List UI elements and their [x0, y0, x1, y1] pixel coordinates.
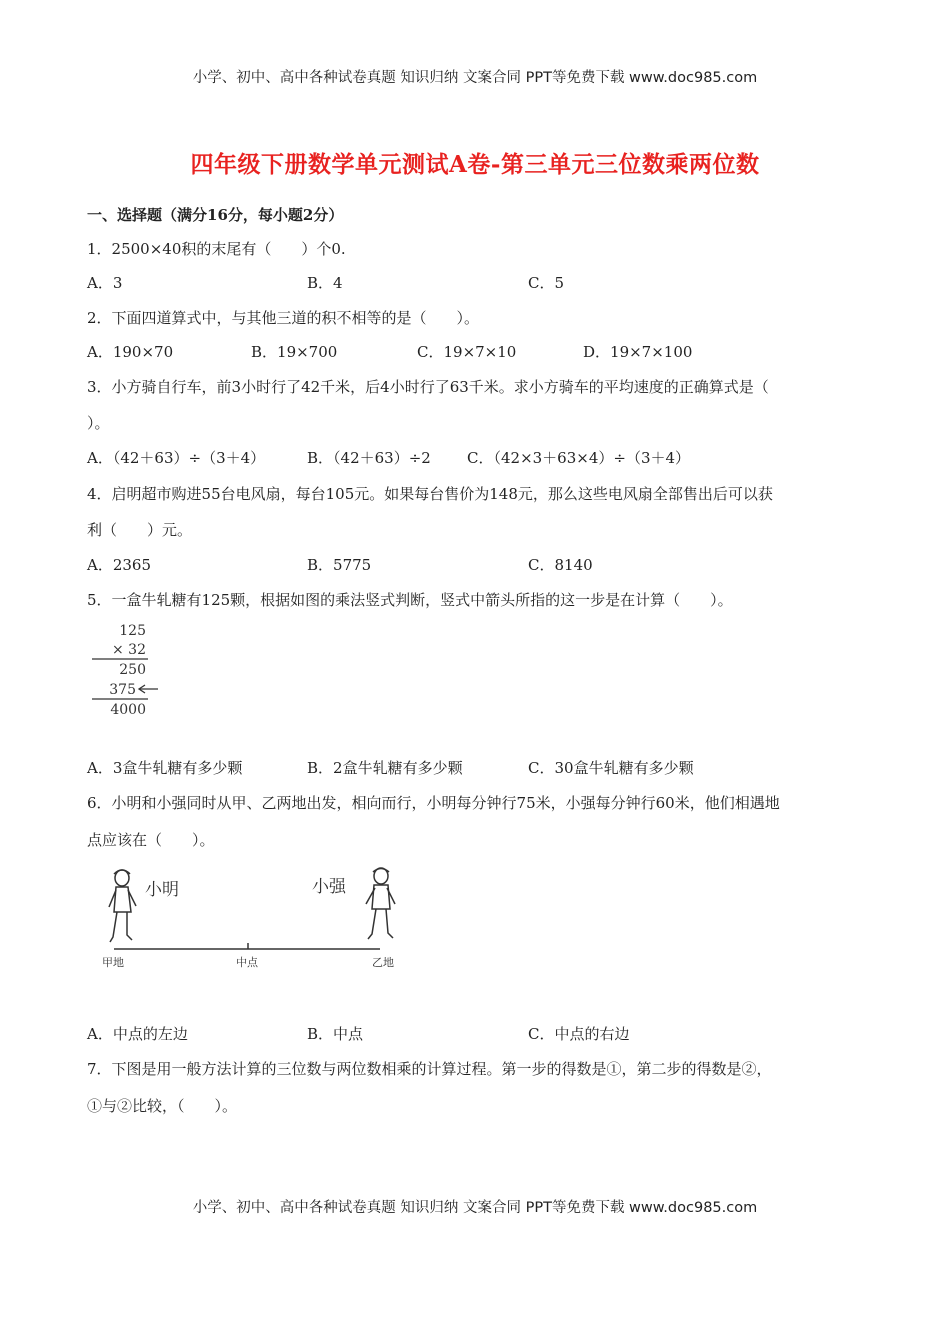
q6-option-c: C．中点的右边 — [528, 1025, 630, 1043]
page-title: 四年级下册数学单元测试A卷-第三单元三位数乘两位数 — [190, 151, 760, 178]
question-4-text-line2: 利（ ）元。 — [87, 521, 193, 539]
label-xiaoqiang: 小强 — [312, 877, 346, 897]
person-left-icon — [109, 870, 136, 942]
mult-row-multiplier: × 32 — [112, 642, 146, 658]
page-footer: 小学、初中、高中各种试卷真题 知识归纳 文案合同 PPT等免费下载 www.doc985.com — [192, 1200, 758, 1216]
q4-option-b: B．5775 — [307, 556, 372, 574]
q1-option-b: B．4 — [307, 274, 343, 292]
q5-option-b: B．2盒牛轧糖有多少颗 — [307, 759, 463, 777]
q2-option-a: A．190×70 — [87, 343, 174, 361]
page-header: 小学、初中、高中各种试卷真题 知识归纳 文案合同 PPT等免费下载 www.doc985.com — [192, 70, 758, 86]
mult-row-partial-1: 250 — [119, 662, 146, 678]
person-right-icon — [366, 868, 395, 939]
question-6-text-line1: 6．小明和小强同时从甲、乙两地出发，相向而行，小明每分钟行75米，小强每分钟行60米，他们相遇地 — [87, 794, 780, 812]
q3-option-a: A．（42＋63）÷（3＋4） — [87, 449, 266, 467]
q3-option-c: C．（42×3＋63×4）÷（3＋4） — [467, 449, 691, 467]
question-3-text-line1: 3．小方骑自行车，前3小时行了42千米，后4小时行了63千米。求小方骑车的平均速度的正确算式是（ — [87, 378, 769, 396]
mult-row-multiplicand: 125 — [119, 623, 146, 639]
section-heading: 一、选择题（满分16分，每小题2分） — [87, 206, 344, 224]
q2-option-b: B．19×700 — [251, 343, 338, 361]
arrow-icon — [139, 685, 158, 693]
walking-figure — [100, 862, 410, 974]
q3-option-b: B．（42＋63）÷2 — [307, 449, 431, 467]
question-7-text-line2: ①与②比较，（ ）。 — [87, 1097, 238, 1115]
question-4-text-line1: 4．启明超市购进55台电风扇，每台105元。如果每台售价为148元，那么这些电风扇全部售出后可以获 — [87, 485, 773, 503]
question-1-text: 1．2500×40积的末尾有（ ）个0. — [87, 240, 346, 258]
q4-option-a: A．2365 — [87, 556, 152, 574]
label-yi-di: 乙地 — [372, 956, 394, 969]
q4-option-c: C．8140 — [528, 556, 593, 574]
mult-row-partial-2: 375 — [109, 682, 136, 698]
q1-option-a: A．3 — [87, 274, 123, 292]
q5-option-c: C．30盒牛轧糖有多少颗 — [528, 759, 694, 777]
question-2-text: 2．下面四道算式中，与其他三道的积不相等的是（ ）。 — [87, 309, 480, 327]
label-jia-di: 甲地 — [102, 956, 124, 969]
label-midpoint: 中点 — [236, 956, 258, 969]
multiplication-figure — [88, 618, 168, 720]
q2-option-d: D．19×7×100 — [583, 343, 693, 361]
question-6-text-line2: 点应该在（ ）。 — [87, 831, 215, 849]
mult-row-result: 4000 — [110, 702, 146, 718]
q1-option-c: C．5 — [528, 274, 565, 292]
question-7-text-line1: 7．下图是用一般方法计算的三位数与两位数相乘的计算过程。第一步的得数是①，第二步的得数是②， — [87, 1060, 772, 1078]
q6-option-b: B．中点 — [307, 1025, 364, 1043]
q2-option-c: C．19×7×10 — [417, 343, 517, 361]
question-5-text: 5．一盒牛轧糖有125颗，根据如图的乘法竖式判断，竖式中箭头所指的这一步是在计算（ ）。 — [87, 591, 733, 609]
question-3-text-line2: ）。 — [87, 414, 110, 432]
label-xiaoming: 小明 — [145, 880, 179, 900]
q6-option-a: A．中点的左边 — [87, 1025, 188, 1043]
q5-option-a: A．3盒牛轧糖有多少颗 — [87, 759, 243, 777]
